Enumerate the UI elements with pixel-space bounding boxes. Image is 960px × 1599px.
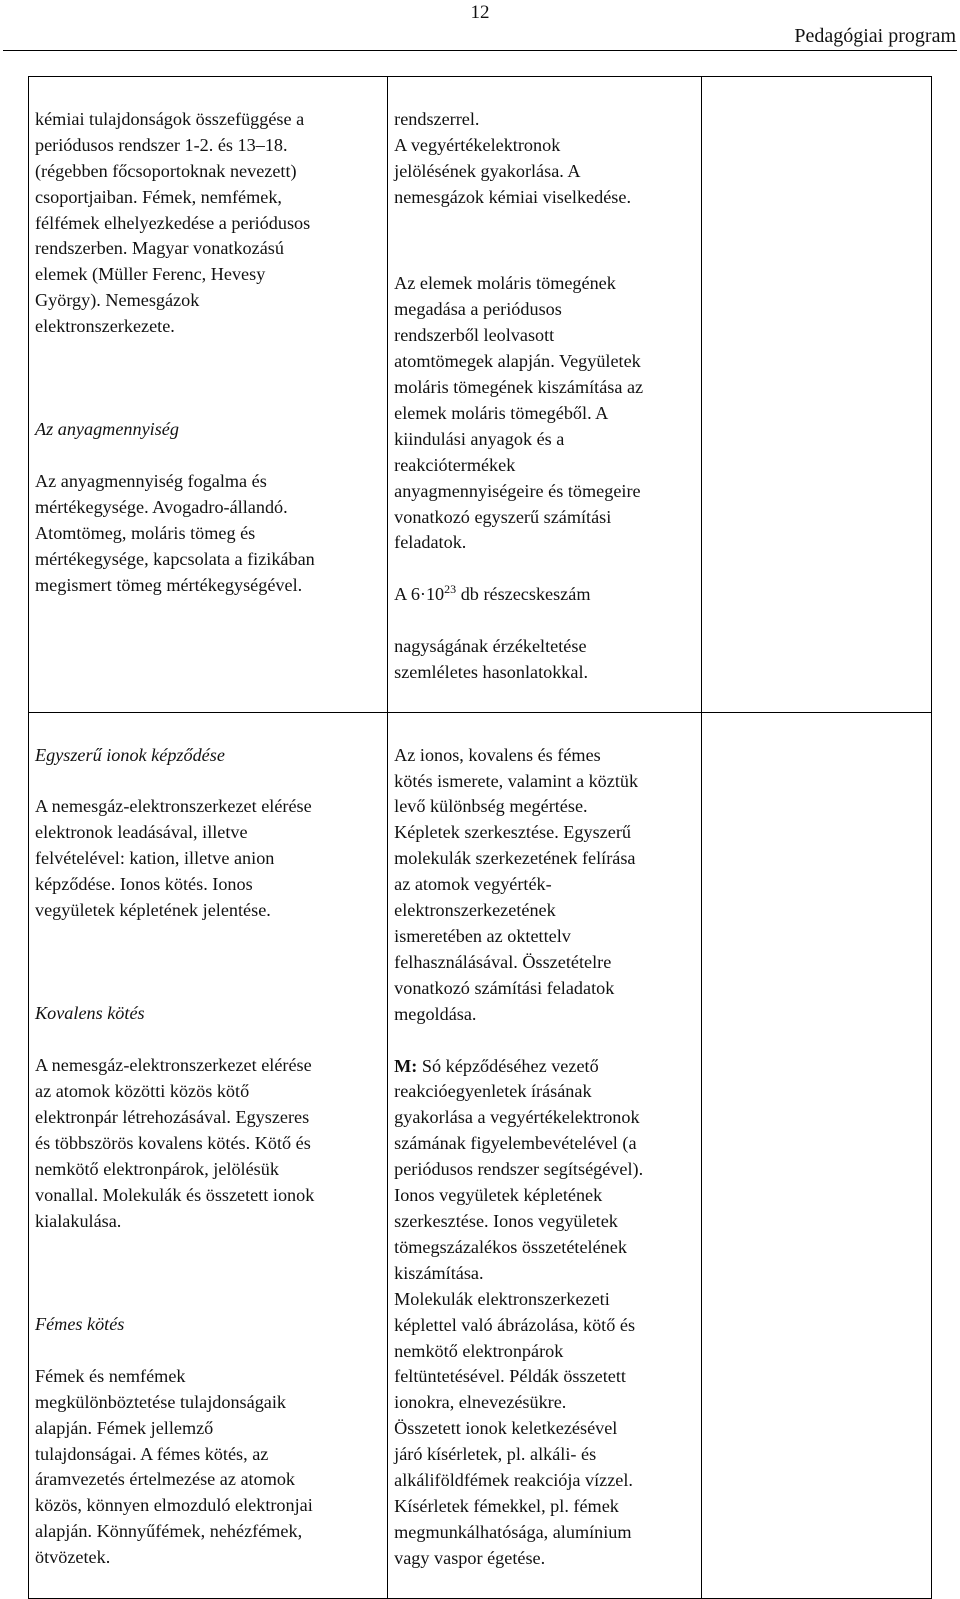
activity-cell — [388, 77, 702, 713]
avogadro-suffix: db részecskeszám — [456, 584, 591, 605]
header-rule — [3, 50, 957, 51]
running-title: Pedagógiai program — [794, 25, 956, 47]
avogadro-prefix: A 6·10 — [394, 584, 445, 605]
page-number: 12 — [470, 2, 490, 23]
topic-body: Fémek és nemfémek megkülönböztetése tulajdonságaik alapján. Fémek jellemző tulajdonságai. A fémes kötés, az áramvezetés értelmezése az atomok közös, könnyen elmozduló elektronjai alapján. Könnyűfémek, nehézfémek, ötvözetek. — [35, 1365, 313, 1568]
activity-text: Az ionos, kovalens és fémes kötés ismerete, valamint a köztük levő különbség megértése. Képletek szerkesztése. Egyszerű molekulák szerkezetének felírása az atomok vegyérték- elektronszerkezetének ismeretében az oktettelv felhasználásával. Összetételre vonatkozó számítási feladatok megoldása. — [394, 744, 639, 1024]
topic-title: Az anyagmennyiség — [35, 419, 179, 440]
m-text: Só képződéséhez vezető reakcióegyenletek írásának gyakorlása a vegyértékelektronok számának figyelembevételével (a periódusos rendszer segítségével). Ionos vegyületek képletének szerkesztése. Ionos vegyületek tömegszázalékos összetételének kiszámítása. Molekulák elektronszerkezeti képlettel való ábrázolása, kötő és nemkötő elektronpárok feltüntetésével. Példák összetett ionokra, elnevezésükre. Összetett ionok keletkezésével járó kísérletek, pl. alkáli- és alkáliföldfémek reakciója vízzel. Kísérletek fémekkel, pl. fémek megmunkálhatósága, alumínium vagy vaspor égetése. — [394, 1055, 644, 1568]
curriculum-table — [28, 76, 932, 1599]
empty-cell — [702, 77, 932, 713]
spacer — [35, 950, 381, 976]
m-label: M: — [394, 1055, 418, 1076]
activity-cell — [388, 712, 702, 1598]
topic-title: Kovalens kötés — [35, 1003, 145, 1024]
intro-text: kémiai tulajdonságok összefüggése a periódusos rendszer 1-2. és 13–18. (régebben főcsoportoknak nevezett) csoportjaiban. Fémek, nemfémek, félfémek elhelyezkedése a periódusos rendszerben. Magyar vonatkozású elemek (Müller Ferenc, Hevesy György). Nemesgázok elektronszerkezete. — [35, 108, 311, 337]
table-row — [29, 77, 932, 713]
activity-text-m — [394, 1054, 695, 1572]
table-row — [29, 712, 932, 1598]
avogadro-line — [394, 582, 695, 608]
topic-body: A nemesgáz-elektronszerkezet elérése elektronok leadásával, illetve felvételével: kation, illetve anion képződése. Ionos kötés. Ionos vegyületek képletének jelentése. — [35, 796, 312, 921]
activity-text: nagyságának érzékeltetése szemléletes hasonlatokkal. — [394, 636, 589, 682]
activity-text: rendszerrel. A vegyértékelektronok jelölésének gyakorlása. A nemesgázok kémiai viselkedése. — [394, 108, 631, 207]
empty-cell — [702, 712, 932, 1598]
topic-body: A nemesgáz-elektronszerkezet elérése az atomok közötti közös kötő elektronpár létrehozásával. Egyszeres és többszörös kovalens kötés. Kötő és nemkötő elektronpárok, jelölésük vonallal. Molekulák és összetett ionok kialakulása. — [35, 1055, 315, 1231]
activity-text: Az elemek moláris tömegének megadása a periódusos rendszerből leolvasott atomtömegek alapján. Vegyületek moláris tömegének kiszámítása az elemek moláris tömegéből. A kiindulási anyagok és a reakciótermékek anyagmennyiségeire és tömegeire vonatkozó egyszerű számítási feladatok. — [394, 273, 644, 553]
content-cell — [29, 712, 388, 1598]
topic-title: Fémes kötés — [35, 1313, 125, 1334]
topic-title: Egyszerű ionok képződése — [35, 744, 225, 765]
content-cell — [29, 77, 388, 713]
spacer — [35, 366, 381, 392]
topic-body: Az anyagmennyiség fogalma és mértékegysége. Avogadro-állandó. Atomtömeg, moláris tömeg és mértékegysége, kapcsolata a fizikában megismert tömeg mértékegységével. — [35, 471, 315, 595]
spacer — [394, 236, 695, 245]
avogadro-exponent: 23 — [444, 582, 457, 597]
spacer — [35, 1260, 381, 1286]
